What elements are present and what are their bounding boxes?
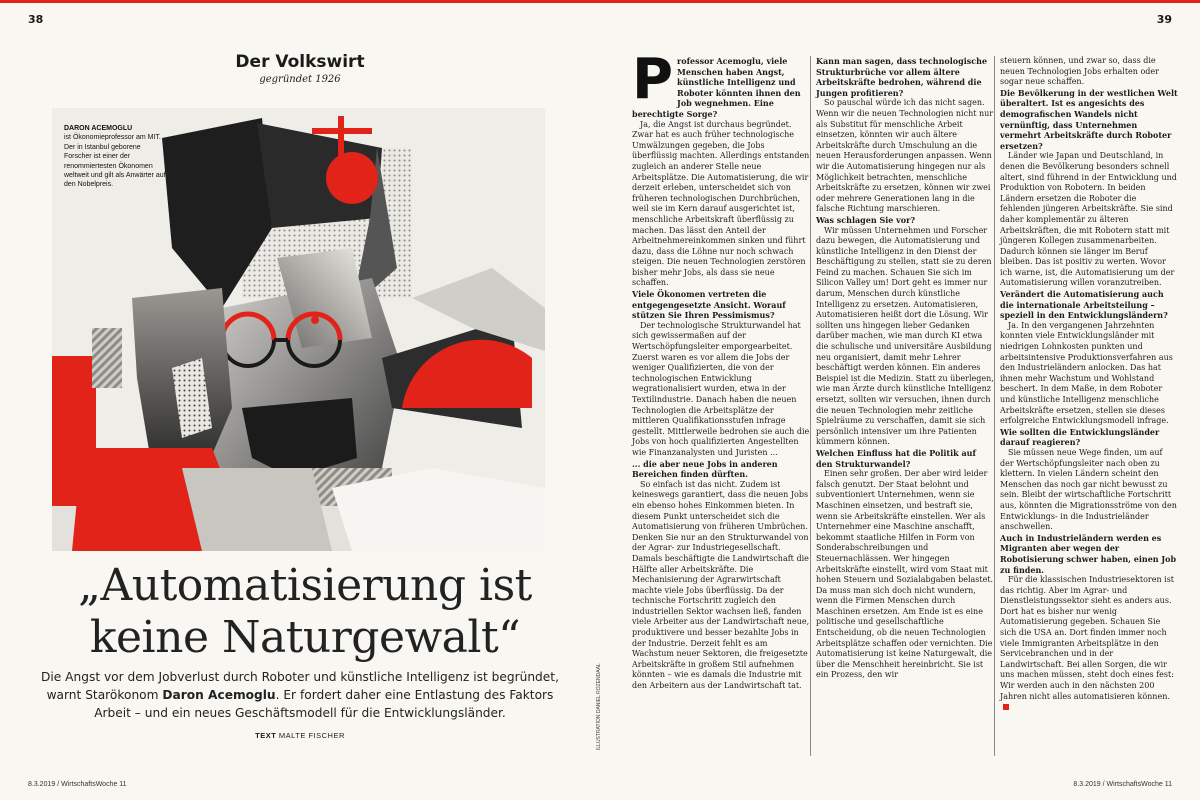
rubric-title: Der Volkswirt [235, 52, 365, 72]
interview-answer: Für die klassischen Industriesektoren ist das richtig. Aber im Agrar- und Dienstleistungssektor sieht es anders aus. Dort hat es bisher nur wenig Automatisierung gegeben. Schauen Sie sich die USA an. Dort finden immer noch viele Immigranten Arbeitsplätze in den Servicebranchen und in der Landwirtschaft. Bei allen Sorgen, die wir uns machen müssen, steht doch eines fest: Wir werden auch in den nächsten 200 Jahren nicht alles automatisieren können. [1000, 575, 1178, 713]
interview-answer: Ja, die Angst ist durchaus begründet. Zwar hat es auch früher technologische Umwälzungen gegeben, die Jobs überflüssig machten. Allerdings entstanden zugleich an anderer Stelle neue Arbeitsplätze. Die Automatisierung, die wir derzeit erleben, unterscheidet sich von früheren technologischen Durchbrüchen, weil sie im Kern darauf ausgerichtet ist, menschliche Arbeitskraft überflüssig zu machen. Das lässt den Anteil der Arbeitnehmereinkommen sinken und führt dazu, dass die Löhne nur noch schwach steigen. Die neuen Technologien zerstören bisher mehr Jobs, als dass sie neue schaffen. [632, 119, 810, 288]
top-accent-line-right [600, 0, 1200, 3]
article-headline [35, 560, 575, 664]
interview-question: rofessor Acemoglu, viele Menschen haben Angst, künstliche Intelligenz und Roboter könnten ihnen den Job wegnehmen. Eine berechtigte Sorge? [632, 56, 801, 119]
article-deck [30, 668, 570, 722]
deck-text-1: Die Angst vor dem Jobverlust durch Roboter und künstliche Intelligenz ist begründet, warnt Starökonom [41, 670, 559, 702]
footer-left: 8.3.2019 / WirtschaftsWoche 11 [28, 781, 127, 788]
byline-label: TEXT [255, 731, 277, 740]
article-column-1 [632, 47, 810, 692]
interview-question: Welchen Einfluss hat die Politik auf den Strukturwandel? [816, 447, 976, 469]
interview-answer: Einen sehr großen. Der aber wird leider falsch genutzt. Der Staat belohnt und subventioniert Unternehmen, wenn sie Maschinen einsetzen, und bestraft sie, wenn sie Arbeitskräfte einstellen. Wer als Unternehmer eine Maschine anschafft, bekommt staatliche Hilfen in Form von Sonderabschreibungen und Steuernachlässen. Wer hingegen Arbeitskräfte einstellt, wird vom Staat mit hohen Steuern und Sozialabgaben belastet. Da muss man sich doch nicht wundern, wenn die Firmen Menschen durch Maschinen ersetzen. Am Ende ist es eine politische und gesellschaftliche Entscheidung, ob die neuen Technologien Arbeitsplätze schaffen oder vernichten. Die Automatisierung ist keine Naturgewalt, die über die Menschheit hereinbricht. Sie ist ein Prozess, den wir [816, 469, 994, 680]
article-end-mark [1003, 704, 1009, 710]
interview-question: Auch in Industrieländern werden es Migranten aber wegen der Robotisierung schwer haben, einen Job zu finden. [1000, 532, 1177, 575]
interview-question: Die Bevölkerung in der westlichen Welt überaltert. Ist es angesichts des demografischen Wandels nicht vernünftig, dass Unternehmen vermehrt Arbeitskräfte durch Roboter ersetzen? [1000, 87, 1178, 151]
interview-answer: Länder wie Japan und Deutschland, in denen die Bevölkerung besonders schnell altert, sind führend in der Entwicklung und Produktion von Robotern. In beiden Ländern ersetzen die Roboter die fehlenden jüngeren Arbeitskräfte. Sie sind daher komplementär zu älteren Arbeitskräften, die mit Robotern statt mit jüngeren Kollegen zusammenarbeiten. Dadurch können sie länger im Beruf bleiben. Das ist positiv zu werten. Wovor ich warne, ist, die Automatisierung um der Automatisierung willen voranzutreiben. [1000, 151, 1177, 288]
interview-answer: So einfach ist das nicht. Zudem ist keineswegs garantiert, dass die neuen Jobs ein ebenso hohes Einkommen bieten. In diesem Punkt unterscheidet sich die Automatisierung von früheren Umbrüchen. Denken Sie nur an den Strukturwandel von der Agrar- zur Industriegesellschaft. Damals beschäftigte die Landwirtschaft die Hälfte aller Arbeitskräfte. Die Mechanisierung der Agrarwirtschaft machte viele Jobs überflüssig. Da der technische Fortschritt zugleich den industriellen Sektor wachsen ließ, fanden viele Arbeiter aus der Landwirtschaft neue, produktivere und besser bezahlte Jobs in der Industrie. Derzeit fehlt es am Wachstum neuer Sektoren, die freigesetzte Arbeitskräfte in großem Stil aufnehmen könnten – wie es damals die Industrie mit den Arbeitern aus der Landwirtschaft tat. [632, 479, 810, 691]
headline-line-1: „Automatisierung ist [78, 560, 532, 611]
interview-question: Kann man sagen, dass technologische Strukturbrüche vor allem ältere Arbeitskräfte bedrohen, während die Jungen profitieren? [816, 56, 988, 98]
page-number-right: 39 [1156, 13, 1172, 26]
right-page [600, 0, 1200, 800]
headline-line-2: keine Naturgewalt“ [89, 612, 521, 663]
interview-answer: Wir müssen Unternehmen und Forscher dazu bewegen, die Automatisierung und künstliche Intelligenz in den Dienst der Beschäftigung zu stellen, statt sie zu deren Feind zu machen. Schauen Sie sich im Silicon Valley um! Dort geht es immer nur darum, Menschen durch künstliche Intelligenz zu ersetzen. Automatisieren, Automatisieren heißt dort die Lösung. Wir sollten uns hingegen lieber Gedanken darüber machen, wie man durch KI etwa die schulische und universitäre Ausbildung neu organisiert, damit mehr Lehrer beschäftigt werden können. Ein anderes Beispiel ist die Medizin. Statt zu überlegen, wie man Ärzte durch künstliche Intelligenz ersetzt, sollten wir versuchen, ihnen durch die neuen Technologien mehr zeitliche Spielräume zu verschaffen, damit sie sich persönlich intensiver um ihre Patienten kümmern können. [816, 225, 994, 447]
byline-author: MALTE FISCHER [278, 731, 345, 740]
interview-answer: Ja. In den vergangenen Jahrzehnten konnten viele Entwicklungsländer mit niedrigen Lohnkosten punkten und arbeitsintensive Produktionsverfahren aus den Industrieländern anlocken. Das hat ihnen mehr Wachstum und Wohlstand beschert. In dem Maße, in dem Roboter und künstliche Intelligenz menschliche Arbeitskräfte ersetzen, stellen sie dieses erfolgreiche Entwicklungsmodell infrage. [1000, 320, 1173, 426]
footer-right: 8.3.2019 / WirtschaftsWoche 11 [1073, 781, 1172, 788]
deck-name: Daron Acemoglu [162, 688, 276, 702]
interview-question: ... die aber neue Jobs in anderen Bereichen finden dürften. [632, 458, 778, 480]
column-rule-1 [810, 56, 811, 756]
interview-answer: So pauschal würde ich das nicht sagen. Wenn wir die neuen Technologien nicht nur als Substitut für menschliche Arbeit einsetzen, könnten wir auch ältere Arbeitskräfte durch Umschulung an die neuen Herausforderungen anpassen. Wenn wir die Automatisierung hingegen nur als Möglichkeit betrachten, menschliche Arbeitskräfte zu ersetzen, können wir zwei oder mehrere Generationen lang in die falsche Richtung marschieren. [816, 98, 994, 214]
interview-answer: steuern können, und zwar so, dass die neuen Technologien Jobs erhalten oder sogar neue schaffen. [1000, 56, 1159, 87]
rubric-subtitle: gegründet 1926 [259, 74, 341, 85]
interview-answer: Der technologische Strukturwandel hat sich gewissermaßen auf der Wertschöpfungsleiter emporgearbeitet. Zuerst waren es vor allem die Jobs der weniger Qualifizierten, die von der technologischen Entwicklung wegrationalisiert wurden, etwa in der Textilindustrie. Danach haben die neuen Technologien die Arbeitsplätze der mittleren Qualifikationsstufen infrage gestellt. Mittlerweile bedrohen sie auch die Jobs von hoch qualifizierten Angestellten wie Finanzanalysten und Juristen ... [632, 320, 810, 457]
page-number-left: 38 [28, 13, 44, 26]
top-accent-line [0, 0, 600, 3]
interview-question: Viele Ökonomen vertreten die entgegengesetzte Ansicht. Worauf stützen Sie Ihren Pessimismus? [632, 289, 786, 321]
caption-text: ist Ökonomieprofessor am MIT. Der in Istanbul geborene Forscher ist einer der renommiertesten Ökonomen weltweit und gilt als Anwärter auf den Nobelpreis. [64, 134, 166, 189]
interview-question: Verändert die Automatisierung auch die internationale Arbeitsteilung – speziell in den Entwicklungsländern? [1000, 289, 1168, 321]
portrait-caption [64, 124, 169, 190]
rubric [0, 52, 600, 85]
interview-question: Wie sollten die Entwicklungsländer darauf reagieren? [1000, 426, 1160, 448]
interview-answer: Sie müssen neue Wege finden, um auf der Wertschöpfungsleiter nach oben zu klettern. In vielen Ländern scheint den Menschen das noch gar nicht bewusst zu sein. Bleibt der wirtschaftliche Fortschritt aus, könnten die Migrationsströme von den Entwicklungs- in die Industrieländer anschwellen. [1000, 447, 1177, 532]
interview-question: Was schlagen Sie vor? [816, 214, 916, 225]
column-rule-2 [994, 56, 995, 756]
caption-name: DARON ACEMOGLU [64, 125, 133, 132]
article-column-3 [1000, 56, 1178, 713]
deck-text-2: . Er fordert daher eine Entlastung des Faktors Arbeit – und ein neues Geschäftsmodell für die Entwicklungsländer. [94, 688, 554, 720]
drop-cap: P [632, 47, 674, 112]
article-column-2 [816, 56, 994, 681]
byline [0, 731, 600, 740]
